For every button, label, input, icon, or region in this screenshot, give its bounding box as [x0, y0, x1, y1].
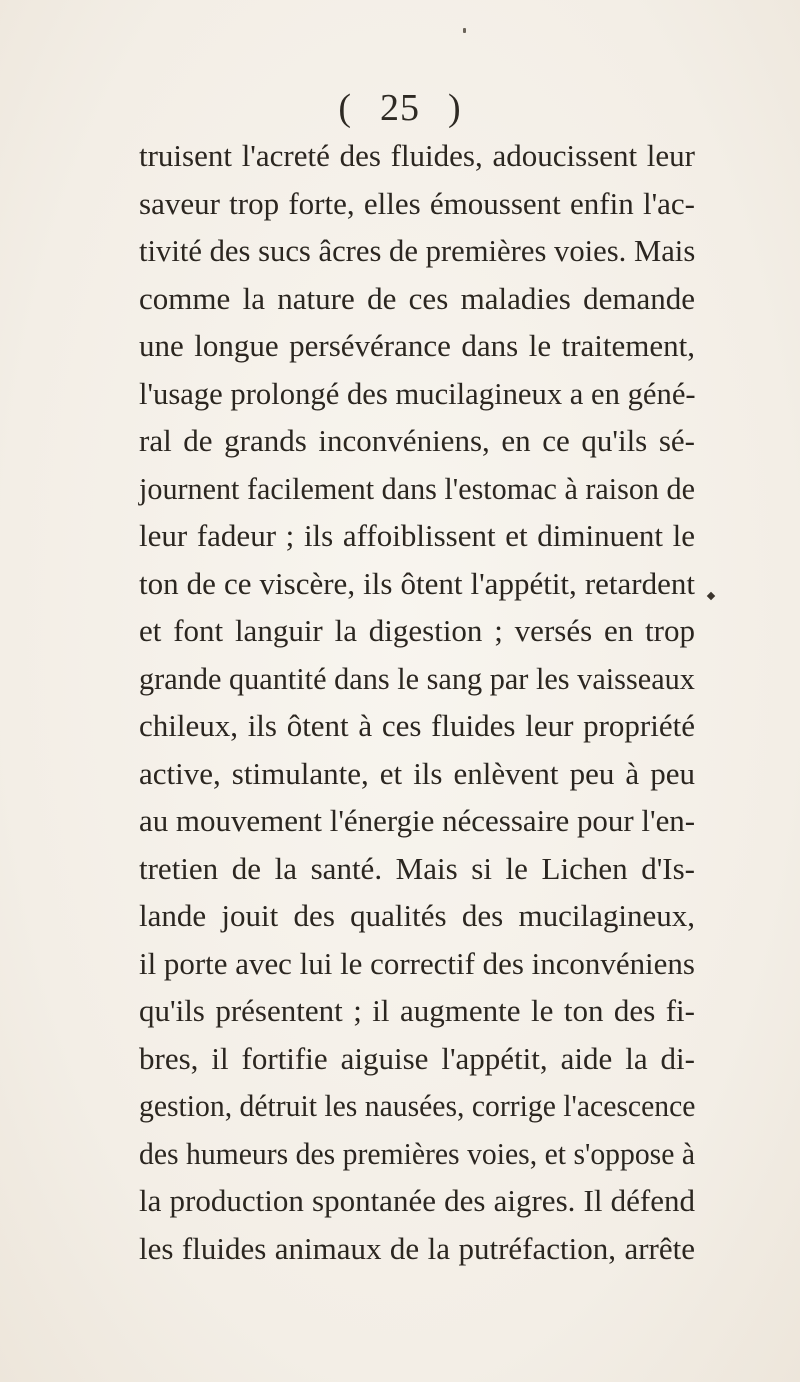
- text-line: truisent l'acreté des fluides, adoucissent leur: [139, 138, 695, 173]
- text-line: les fluides animaux de la putréfaction, arrête: [139, 1230, 695, 1266]
- text-line: gestion, détruit les nausées, corrige l'acescence: [139, 1088, 696, 1123]
- text-line: ral de grands inconvéniens, en ce qu'ils sé-: [139, 423, 695, 458]
- text-line: lande jouit des qualités des mucilagineux,: [139, 898, 695, 933]
- body-text: [139, 132, 695, 1272]
- text-line: au mouvement l'énergie nécessaire pour l'en-: [139, 803, 696, 838]
- text-line: tivité des sucs âcres de premières voies. Mais: [139, 233, 696, 268]
- text-line: bres, il fortifie aiguise l'appétit, aide la di-: [139, 1040, 695, 1076]
- page-number: [0, 86, 800, 130]
- text-line: tretien de la santé. Mais si le Lichen d'Is-: [139, 850, 695, 886]
- text-line: qu'ils présentent ; il augmente le ton des fi-: [139, 993, 695, 1028]
- text-line: grande quantité dans le sang par les vaisseaux: [139, 660, 695, 696]
- page-number-open-paren: (: [338, 87, 352, 129]
- text-line: comme la nature de ces maladies demande: [139, 280, 695, 316]
- text-line: il porte avec lui le correctif des inconvéniens: [139, 945, 695, 981]
- text-line: ton de ce viscère, ils ôtent l'appétit, retardent: [139, 565, 695, 601]
- text-line: saveur trop forte, elles émoussent enfin l'ac-: [139, 185, 695, 221]
- paper-speck: [463, 28, 466, 33]
- text-line: active, stimulante, et ils enlèvent peu à peu: [139, 755, 695, 791]
- text-line: leur fadeur ; ils affoiblissent et diminuent le: [139, 518, 695, 553]
- text-line: journent facilement dans l'estomac à raison de: [139, 470, 695, 506]
- text-line: une longue persévérance dans le traitement,: [139, 328, 695, 363]
- text-line: et font languir la digestion ; versés en trop: [139, 613, 695, 648]
- text-line: des humeurs des premières voies, et s'oppose à: [139, 1135, 696, 1171]
- margin-mark: [707, 592, 715, 600]
- text-line: la production spontanée des aigres. Il défend: [139, 1183, 695, 1218]
- text-line: l'usage prolongé des mucilagineux a en géné-: [139, 375, 696, 411]
- page-number-value: 25: [380, 87, 420, 129]
- page-number-close-paren: ): [448, 87, 462, 129]
- text-line: chileux, ils ôtent à ces fluides leur propriété: [139, 708, 695, 743]
